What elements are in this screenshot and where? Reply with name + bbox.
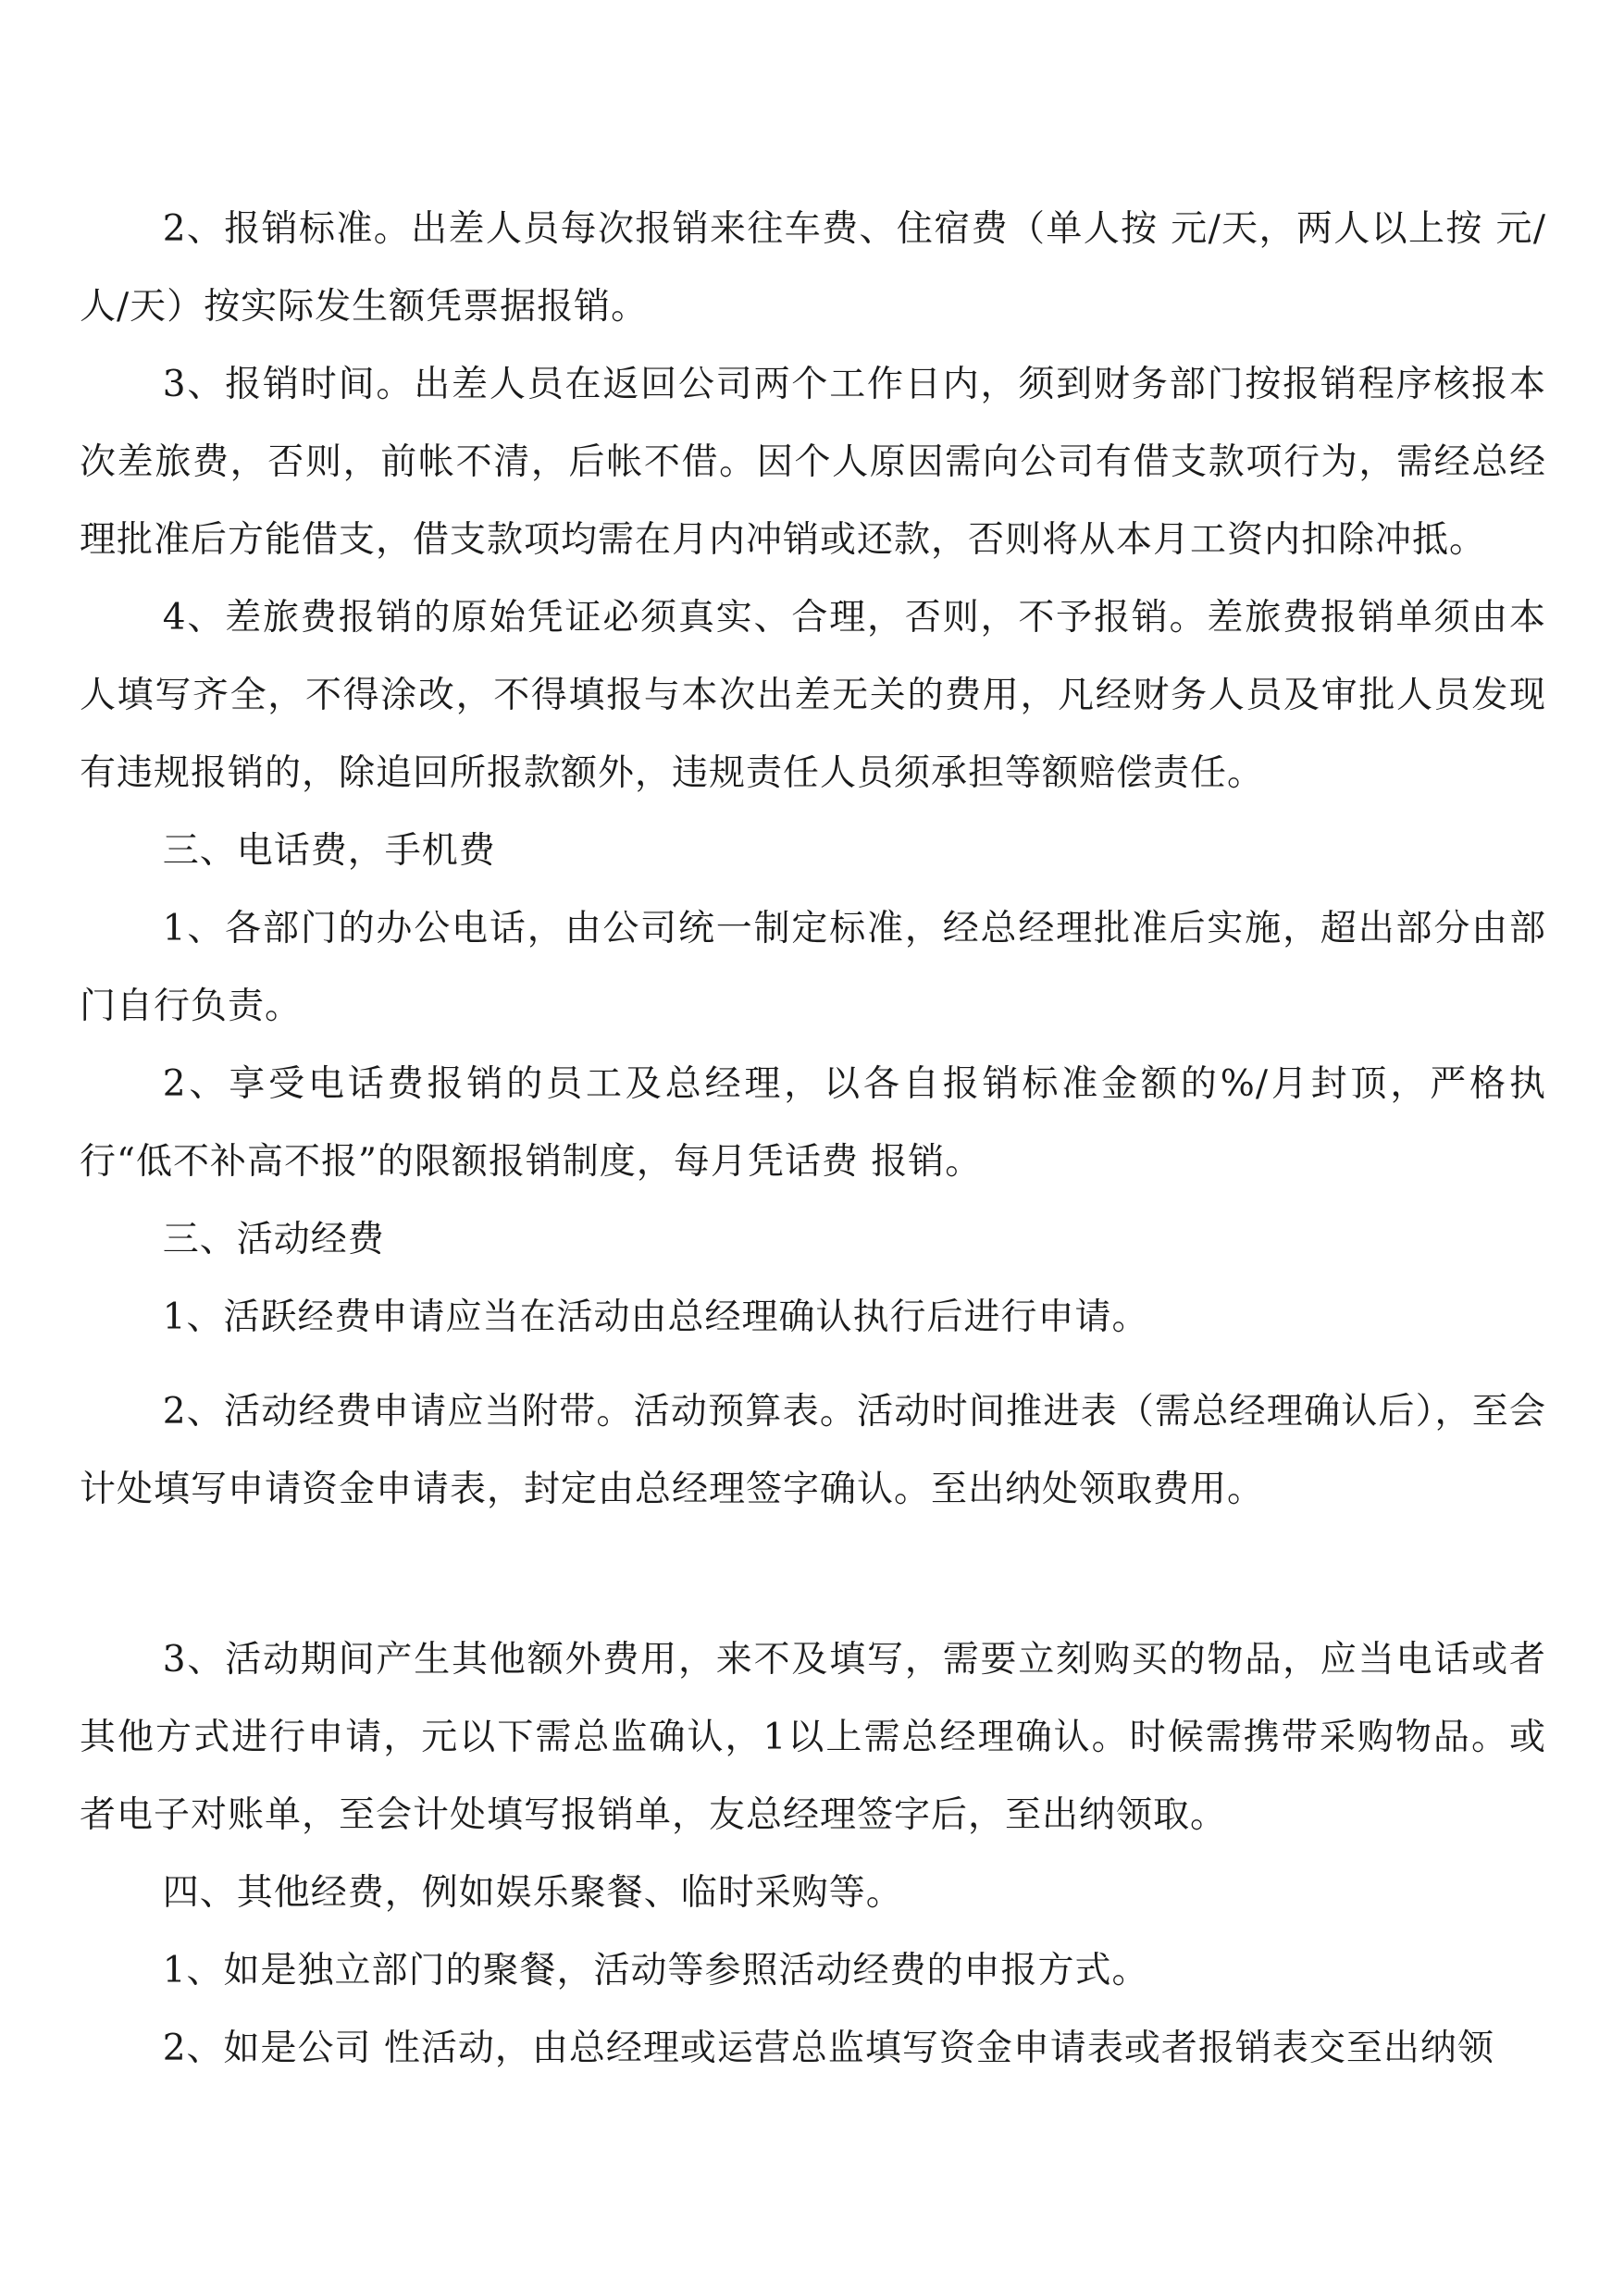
paragraph-office-phone: 1、各部门的办公电话，由公司统一制定标准，经总经理批准后实施，超出部分由部门自行负责。 [80,908,1546,1027]
paragraph-extra-expenses: 3、活动期间产生其他额外费用，来不及填写，需要立刻购买的物品，应当电话或者其他方式进行申请，元以下需总监确认，1以上需总经理确认。时候需携带采购物品。或者电子对账单，至会计处填写报销单，友总经理签字后，至出纳领取。 [80,1639,1546,1836]
paragraph-reimbursement-standard: 2、报销标准。出差人员每次报销来往车费、住宿费（单人按 元/天，两人以上按 元/人/天）按实际发生额凭票据报销。 [80,208,1546,328]
paragraph-company-activity: 2、如是公司 性活动，由总经理或运营总监填写资金申请表或者报销表交至出纳领 [162,2028,1494,2069]
document-page [80,191,1546,2088]
paragraph-department-dinner: 1、如是独立部门的聚餐，活动等参照活动经费的申报方式。 [162,1950,1149,1991]
paragraph-phone-reimbursement: 2、享受电话费报销的员工及总经理，以各自报销标准金额的%/月封顶，严格执行“低不补高不报”的限额报销制度，每月凭话费 报销。 [80,1063,1546,1183]
section-heading-other-funds: 四、其他经费，例如娱乐聚餐、临时采购等。 [162,1872,903,1914]
paragraph-original-vouchers: 4、差旅费报销的原始凭证必须真实、合理，否则，不予报销。差旅费报销单须由本人填写齐全，不得涂改，不得填报与本次出差无关的费用，凡经财务人员及审批人员发现有违规报销的，除追回所报款额外，违规责任人员须承担等额赔偿责任。 [80,597,1546,794]
section-heading-activity-funds: 三、活动经费 [162,1219,385,1260]
paragraph-activity-attachments: 2、活动经费申请应当附带。活动预算表。活动时间推进表（需总经理确认后），至会计处填写申请资金申请表，封定由总经理签字确认。至出纳处领取费用。 [80,1391,1546,1510]
section-heading-phone-fees: 三、电话费，手机费 [162,830,496,872]
paragraph-reimbursement-time: 3、报销时间。出差人员在返回公司两个工作日内，须到财务部门按报销程序核报本次差旅费，否则，前帐不清，后帐不借。因个人原因需向公司有借支款项行为，需经总经理批准后方能借支，借支款项均需在月内冲销或还款，否则将从本月工资内扣除冲抵。 [80,364,1546,561]
paragraph-activity-application: 1、活跃经费申请应当在活动由总经理确认执行后进行申请。 [162,1296,1149,1338]
